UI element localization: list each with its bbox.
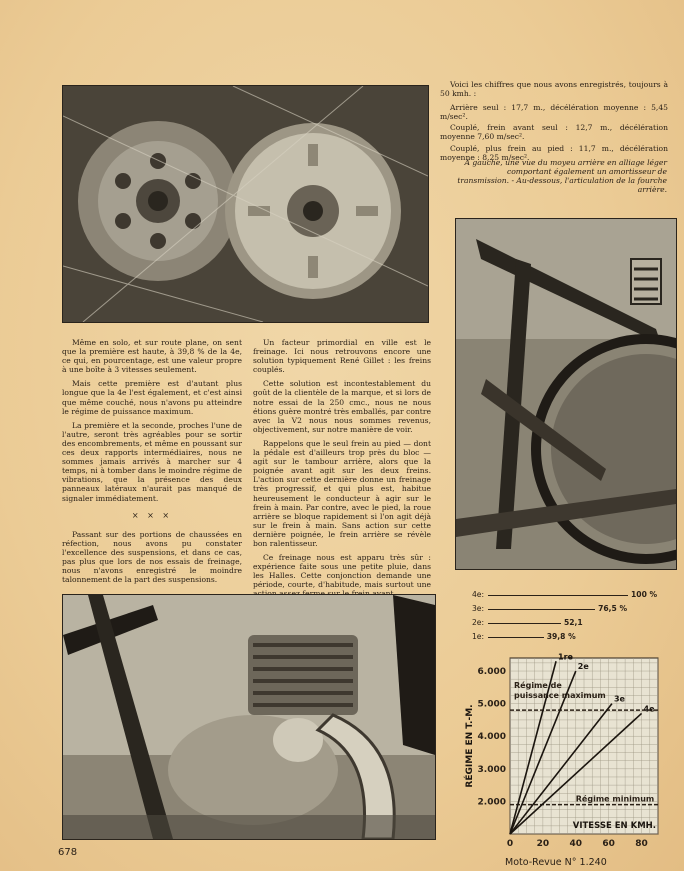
gear-value: 100 % [631, 590, 658, 599]
x-axis-label: VITESSE EN KMH. [572, 821, 656, 831]
series-label: 2e [577, 662, 589, 672]
rear-hub-illustration [63, 86, 428, 322]
paragraph: Voici les chiffres que nous avons enregistrés, toujours à 50 kmh. : [440, 80, 668, 99]
text-column-2 [253, 338, 431, 604]
gear-ratio-bar [488, 623, 561, 624]
text-column-1 [62, 338, 242, 589]
gear-ratio-row [468, 588, 668, 602]
gear-ratio-chart [468, 588, 668, 644]
paragraph: Rappelons que le seul frein au pied — dont la pédale est d'ailleurs trop près du bloc — agit sur le tambour arrière, alors que la poignée avant agit sur les deux freins. L'action sur cette dernière donne un freinage très progressif, et qui plus est, habitue heureusement le conducteur à agir sur le frein à main. Par contre, avec le pied, la roue arrière se bloque rapidement si l'on agit déjà sur le frein à main. Sans action sur cette dernière poignée, le frein arrière se révèle bon ralentisseur. [253, 438, 431, 548]
y-tick-label: 3.000 [477, 764, 506, 775]
x-tick-label: 40 [569, 839, 583, 849]
y-axis-label: RÉGIME EN T.-M. [465, 704, 475, 788]
paragraph: Ce freinage nous est apparu très sûr : expérience faite sous une petite pluie, dans les Halles. Cette conjonction demande une période, courte, d'habitude, mais surtout une [253, 553, 431, 590]
gear-label: 1e: [471, 632, 484, 641]
gear-ratio-bar [488, 595, 628, 596]
gear-label: 4e: [471, 590, 484, 599]
gear-label: 3e: [471, 604, 484, 613]
gear-ratio-row [468, 630, 668, 644]
y-tick-label: 2.000 [477, 797, 506, 808]
gear-ratio-bar [488, 637, 544, 638]
paragraph: La première et la seconde, proches l'une de l'autre, seront très agréables pour se sortir des encombrements, et même en poussant sur ces deux rapports intermédiaires, nous ne sommes jamais arrivés à marcher sur 4 temps, ni à tomber dans le moindre régime de vibrations, que la présence des deux panneaux latéraux n'aurait pas manqué de signaler immédiatement. [62, 420, 242, 503]
paragraph: Mais cette première est d'autant plus longue que la 4e l'est également, et c'est ainsi que même couché, nous n'avons pu atteindre le régime de puissance maximum. [62, 379, 242, 416]
series-label: 3e [613, 694, 625, 704]
photo-rear-hub [62, 85, 429, 323]
y-tick-label: 5.000 [477, 699, 506, 710]
y-tick-label: 4.000 [477, 732, 506, 743]
gear-value: 76,5 % [598, 604, 628, 613]
reference-label: Régime de [514, 681, 562, 691]
engine-illustration [63, 595, 435, 839]
reference-label: Régime minimum [575, 794, 655, 804]
paragraph: Passant sur des portions de chaussées en réfection, nous avons pu constater l'excellence des suspensions, et dans ce cas, pas plus que lors de nos essais de freinage, nous n'avons enregistré le moindre talonnement de la part des suspensions. [62, 529, 242, 585]
photo-rear-fork [455, 218, 677, 570]
reference-label: puissance maximum [514, 691, 606, 701]
paragraph: Un facteur primordial en ville est le freinage. Ici nous retrouvons encore une solution typiquement René Gillet : les freins couplés. [253, 338, 431, 375]
photo-caption: A gauche, une vue du moyeu arrière en alliage léger comportant également un amortisseur de transmission. - Au-dessous, l'articulation de la fourche arrière. [457, 158, 667, 194]
gear-ratio-bar [488, 609, 595, 610]
photo-engine [62, 594, 436, 840]
series-label: 4e [643, 704, 655, 714]
x-tick-label: 60 [602, 839, 615, 849]
rpm-speed-chart [462, 648, 672, 858]
gear-ratio-row [468, 616, 668, 630]
gear-label: 2e: [471, 618, 484, 627]
issue-reference: Moto-Revue N° 1.240 [505, 857, 607, 868]
paragraph: Cette solution est incontestablement du goût de la clientèle de la marque, et si lors de notre essai de la 250 cmc., nous ne nous étions guère montré très emballés, par contre avec la V2 nous nous sommes revenus, objectivement, sur notre manière de voir. [253, 379, 431, 434]
x-tick-label: 0 [506, 839, 514, 849]
x-tick-label: 80 [635, 839, 648, 849]
page-number: 678 [58, 847, 78, 858]
gear-value: 39,8 % [546, 632, 576, 641]
section-separator: × × × [131, 510, 173, 520]
y-tick-label: 6.000 [477, 667, 506, 678]
rear-fork-illustration [456, 219, 676, 569]
paragraph: Couplé, frein avant seul : 12,7 m., décélération moyenne 7,60 m/sec². [440, 123, 668, 142]
paragraph: Même en solo, et sur route plane, on sent que la première est haute, à 39,8 % de la 4e, ce qui, en pourcentage, est une valeur propre à une boîte à 3 vitesses seulement. [62, 338, 242, 375]
paragraph: Couplé, plus frein au pied : 11,7 m., décélération moyenne : 8,25 m/sec². [440, 143, 668, 162]
gear-value: 52,1 [563, 618, 583, 627]
gear-ratio-row [468, 602, 668, 616]
x-tick-label: 20 [536, 839, 550, 849]
text-column-3 [440, 80, 668, 167]
paragraph: Arrière seul : 17,7 m., décélération moyenne : 5,45 m/sec². [440, 103, 668, 122]
series-label: 1re [558, 652, 573, 662]
